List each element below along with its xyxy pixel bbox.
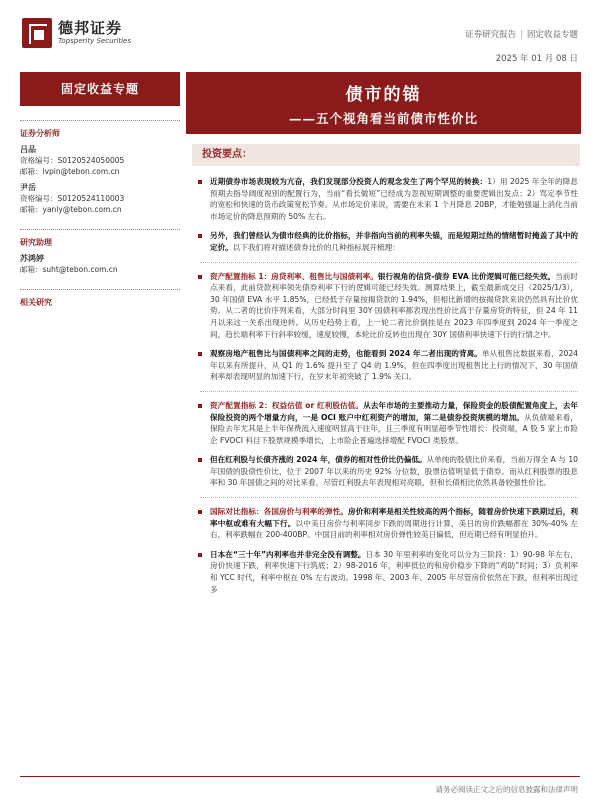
analysts-section	[20, 120, 180, 215]
analyst-cert: 资格编号：S0120524110003	[20, 194, 125, 203]
paragraph	[200, 400, 578, 446]
paragraph-text: 1）用 2025 年全年的降息预期去指导阔度视别的配置行为，当前“看长做短”已经成为忽视短期调整的重要逻辑出发点；2）骂定季节性的宽松和快速的货币政策宽松节奏。从市场定价来说，需要在未来 1 个月降息 20BP，才能勉强逼上消化当前市场定价的降息预期的 50% 左右。	[210, 177, 579, 221]
report-subtitle: ——五个视角看当前债市性价比	[288, 111, 478, 126]
paragraph-text: 单从租售比数据来看，2024 年以来有所提升，从 Q1 的 1.6% 提升至了 Q4 的 1.9%，但在四季度出现租售比上行的情况下，30 年国债利率却表现明显的加速下行，在岁末年初突破了 1.9% 关口。	[210, 349, 578, 382]
analyst-name: 尹岳	[20, 183, 36, 192]
paragraph-heading: 资产配置指标 1：房贷利率、租售比与国债利率。	[210, 271, 378, 281]
analyst-entry	[20, 144, 180, 177]
paragraph	[200, 348, 578, 383]
analyst-name: 吕品	[20, 145, 36, 154]
topic-label: 固定收益专题	[20, 72, 180, 106]
paragraph-lead: 但在红利股与长债齐涨的 2024 年，债券的相对性价比仍偏低。	[210, 455, 427, 465]
paragraph-text: 以下我们将对描述债券比价的几种指标展开梳理：	[232, 242, 400, 252]
paragraph-text: 以中美日房价与利率同步下跌的周期进行计算，美日的房价跌幅都在 30%-40% 左右，利率跌幅在 200-400BP。中国目前的利率相对房价弹性较美日偏低，但近期已经有明显抬升。	[210, 518, 578, 540]
assistant-email[interactable]: 邮箱：suht@tebon.com.cn	[20, 265, 118, 274]
logo-cn: 德邦证券	[58, 19, 123, 37]
logo-en: Topsperity Securities	[58, 37, 131, 45]
paragraph	[200, 549, 578, 595]
paragraph	[200, 506, 578, 541]
assistant-entry	[20, 253, 180, 275]
divider	[200, 262, 578, 263]
header-meta: 证券研究报告 | 固定收益专题 2025 年 01 月 08 日	[465, 30, 578, 64]
paragraph-text: 从单纯的股债比价来看，当前万得全 A 与 10 年国债的股债性价比，位于 2007 年以来的历史 92% 分位数，股票估值明显低于债券。而从红利股票的股息率和 30 年国债之间的对比来看，尽管红利股去年表现相对亮眼，但和长债相比依然具备较强性价比。	[210, 455, 578, 488]
analyst-email[interactable]: 邮箱：lvpin@tebon.com.cn	[20, 167, 120, 176]
paragraph	[200, 271, 578, 341]
paragraph-heading: 资产配置指标 2：权益估值 or 红利股估值。	[210, 400, 364, 410]
assistant-name: 苏鸿婷	[20, 254, 44, 263]
logo-mark-icon	[22, 18, 52, 48]
analyst-email[interactable]: 邮箱：yanly@tebon.com.cn	[20, 205, 122, 214]
report-category: 固定收益专题	[526, 30, 578, 40]
paragraph-lead: 另外，我们曾经认为债市经典的比价指标，并非指向当前的利率失锚，而是短期过热的情绪暂时掩盖了其中的定价。	[210, 231, 578, 252]
divider	[200, 497, 578, 498]
paragraph-lead: 近期债券市场表现较为亢奋，我们发现部分投资人的观念发生了两个罕见的转换：	[210, 177, 488, 186]
highlights-label: 投资要点：	[202, 149, 252, 160]
paragraph	[200, 230, 578, 253]
report-title: 债市的锚	[345, 85, 422, 105]
paragraph	[200, 176, 578, 222]
report-date: 2025 年 01 月 08 日	[495, 54, 578, 64]
paragraph-lead: 银行视角的信贷-债券 EVA 比价逻辑可能已经失效。	[377, 271, 556, 281]
paragraph-lead: 从去年市场的主要推动力量，保险资金的股债配置角度上，去年保险投资的两个增量方向，一是 OCI 账户中红利资产的增加，第二是债券投资规模的增加。	[210, 400, 578, 422]
paragraph-lead: 房价和利率是相关性较高的两个指标，随着房价快速下跌期过后，利率中枢或难有大幅下行。	[210, 507, 578, 528]
footer-disclaimer: 请务必阅读正文之后的信息披露和法律声明	[435, 785, 578, 794]
highlights-bar	[192, 144, 580, 166]
paragraph-lead: 日本在“三十年”内利率也并非完全没有调整。	[210, 549, 366, 559]
footer-divider	[20, 776, 580, 777]
company-logo	[22, 18, 131, 48]
assistant-section	[20, 229, 180, 275]
paragraph-lead: 观察房地产租售比与国债利率之间的走势，也能看到 2024 年二者出现的背离。	[210, 349, 482, 359]
related-title: 相关研究	[20, 289, 180, 308]
related-section	[20, 289, 180, 308]
paragraph-text: 当前时点来看，此前贷款利率领先债券利率下行的逻辑可能已经失效。测算结果上，截至最新成交日（2025/1/3），30 年国债 EVA 水平 1.85%，已经低于存量按揭贷款的 1.94%，但相比新增的按揭贷款来说仍然具有比价优势。从二者的比价序列来看，大部分时间里 30Y 国债利率都表现出性价比高于存量房贷的特征，但 24 年 11 月以来这一关系出现逆转。从历史趋势上看，上一轮二者比价倒挂是在 2023 年四季度到 2024 年一季度之间，趋长端利率下行斜率较缓，速度较慢，本轮比价反转也出现在 30Y 国债利率快速下行的行情之中。	[210, 271, 578, 339]
analyst-cert: 资格编号：S0120524050005	[20, 156, 125, 165]
divider	[200, 391, 578, 392]
analyst-entry	[20, 182, 180, 215]
paragraph	[200, 454, 578, 489]
analysts-title: 证券分析师	[20, 120, 180, 139]
report-body	[200, 176, 578, 603]
paragraph-text: 日本 30 年里利率的变化可以分为三阶段：1）90-98 年左右，房价快速下跌，利率快速下行筑底；2）98-2016 年，利率低位的和房价稳步下降的“鸡助”时间；3）负利率和 YCC 时代，利率中枢在 0% 左右波动。1998 年、2003 年、2005 年尽管房价依然在下跌，但利率出现过多	[210, 549, 578, 594]
assistant-title: 研究助理	[20, 229, 180, 248]
report-type: 证券研究报告	[465, 30, 517, 40]
sidebar	[20, 72, 180, 308]
paragraph-text: 从负债端来看，保险去年尤其是上半年保费流入速度明显高于往年，且三季度有明显超季节性增长：投资端，A 股 5 家上市险企 FVOCI 科目下股票规模季增长，上市险企普遍选择增配 FVOCI 类股票。	[210, 412, 579, 445]
paragraph-heading: 国际对比指标：各国房价与利率的弹性。	[210, 507, 349, 517]
title-band	[186, 72, 581, 134]
